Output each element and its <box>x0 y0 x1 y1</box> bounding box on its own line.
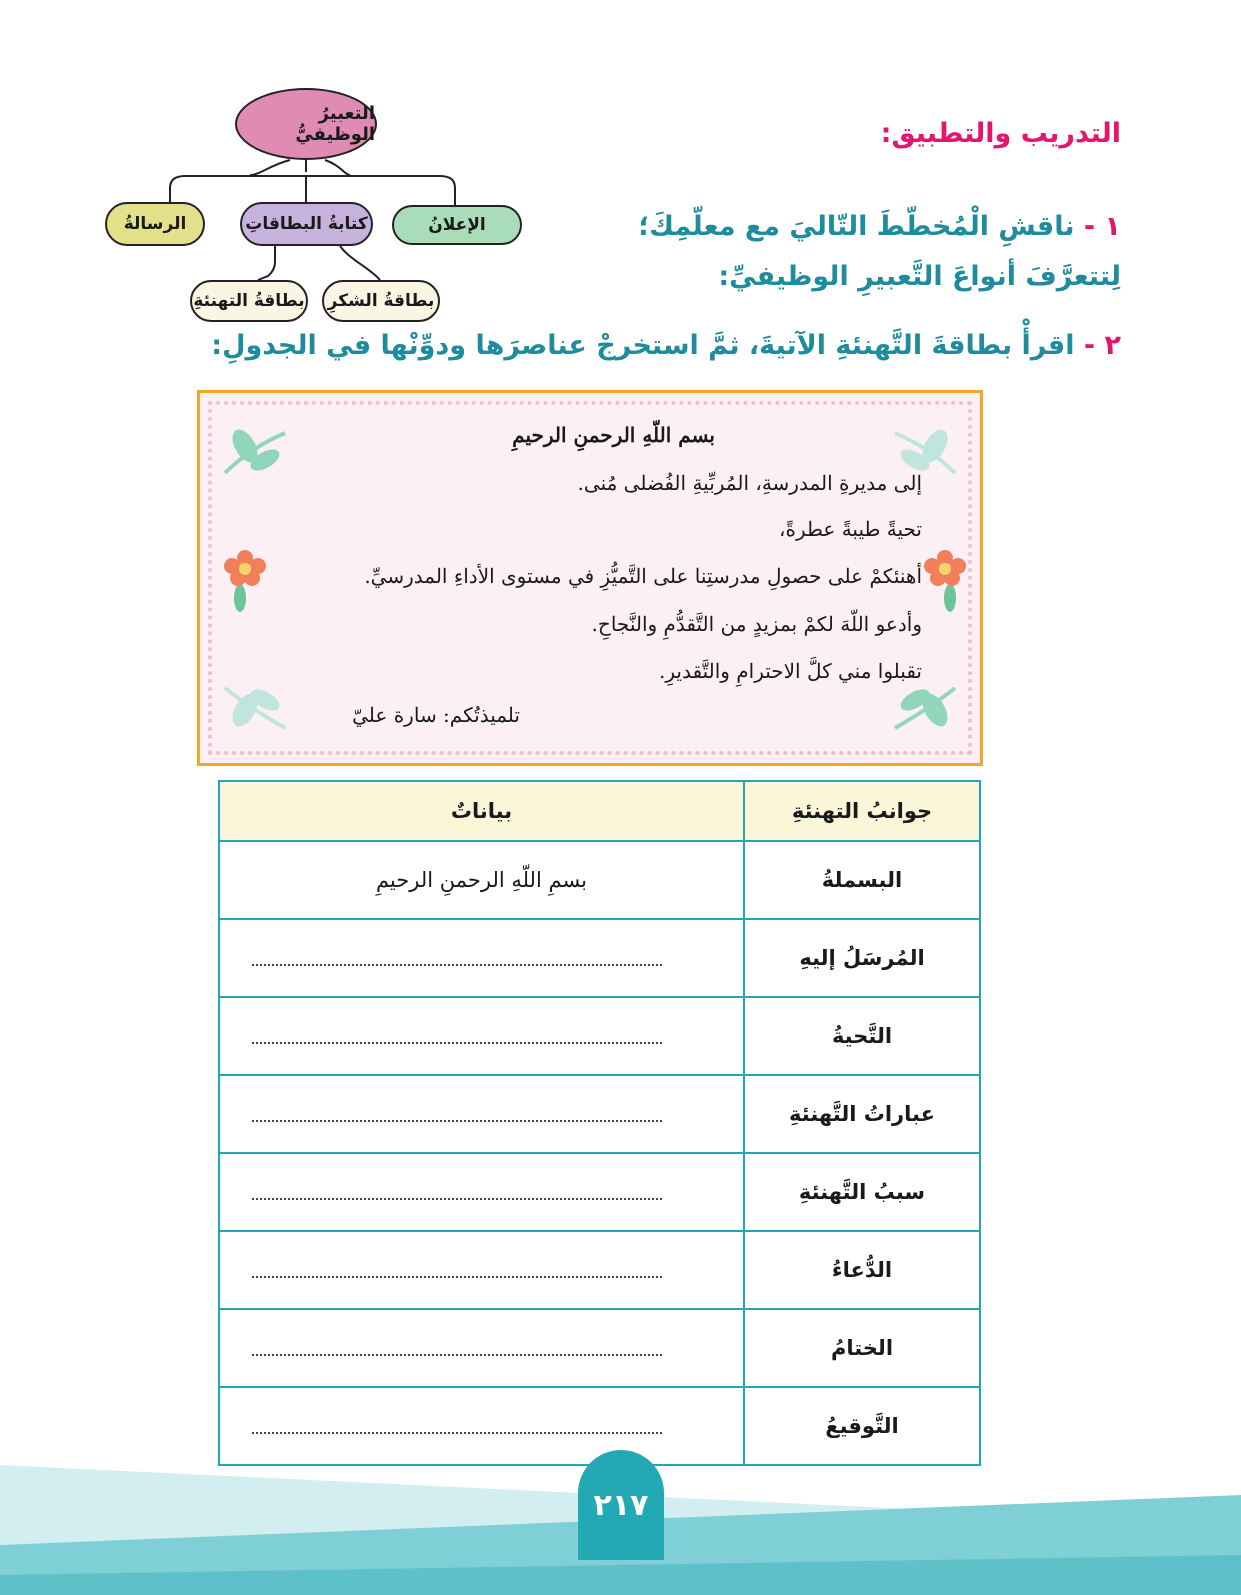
flower-left-icon <box>220 538 270 618</box>
diagram-node-thank-you-card: بطاقةُ الشكرِ <box>322 280 440 322</box>
leaf-top-left-icon <box>220 418 290 478</box>
table-row <box>219 1387 980 1465</box>
answer-blank[interactable] <box>219 997 744 1075</box>
card-recipient: إلى مديرةِ المدرسةِ، المُربِّيةِ الفُضلى مُنى. <box>577 471 922 495</box>
congratulation-card <box>197 390 983 766</box>
leaf-top-right-icon <box>890 418 960 478</box>
answer-blank[interactable] <box>219 1075 744 1153</box>
diagram-node-congratulation-card: بطاقةُ التهنئةِ <box>190 280 308 322</box>
section-title: التدريب والتطبيق: <box>880 118 1121 149</box>
answer-blank[interactable] <box>219 1387 744 1465</box>
card-prayer: وأدعو اللّهَ لكمْ بمزيدٍ من التَّقدُّمِ والنَّجاحِ. <box>591 612 922 636</box>
table-row <box>219 1231 980 1309</box>
table-row <box>219 919 980 997</box>
table-header-row <box>219 781 980 841</box>
leaf-bottom-left-icon <box>220 678 290 738</box>
diagram-node-card-writing: كتابةُ البطاقاتِ <box>240 202 373 246</box>
diagram-node-letter: الرسالةُ <box>105 202 205 246</box>
row-value: بسمِ اللّهِ الرحمنِ الرحيمِ <box>219 841 744 919</box>
card-greeting: تحيةً طيبةً عطرةً، <box>779 517 922 541</box>
leaf-bottom-right-icon <box>890 678 960 738</box>
question-1 <box>561 202 1121 302</box>
answer-blank[interactable] <box>219 1309 744 1387</box>
table-row <box>219 841 980 919</box>
row-aspect: الختامُ <box>744 1309 980 1387</box>
card-signature: تلميذتُكم: سارة عليّ <box>352 703 520 727</box>
answer-blank[interactable] <box>219 919 744 997</box>
table-row <box>219 1309 980 1387</box>
row-aspect: البسملةُ <box>744 841 980 919</box>
question-2-text: اقرأْ بطاقةَ التَّهنئةِ الآتيةَ، ثمَّ استخرجْ عناصرَها ودوِّنْها في الجدولِ: <box>211 330 1075 361</box>
functional-writing-diagram <box>100 80 560 340</box>
row-aspect: الدُّعاءُ <box>744 1231 980 1309</box>
table-row <box>219 997 980 1075</box>
table-row <box>219 1153 980 1231</box>
card-closing: تقبلوا مني كلَّ الاحترامِ والتَّقديرِ. <box>659 659 922 683</box>
diagram-root-node: التعبيرُ الوظيفيُّ <box>235 88 377 160</box>
question-1-text: ناقشِ الْمُخطّطَ التّاليَ مع معلّمِكَ؛ لِتتعرَّفَ أنواعَ التَّعبيرِ الوظيفيِّ: <box>638 211 1121 292</box>
row-aspect: التَّحيةُ <box>744 997 980 1075</box>
flower-right-icon <box>920 538 970 618</box>
header-aspects: جوانبُ التهنئةِ <box>744 781 980 841</box>
table-row <box>219 1075 980 1153</box>
row-aspect: عباراتُ التَّهنئةِ <box>744 1075 980 1153</box>
answer-blank[interactable] <box>219 1153 744 1231</box>
row-aspect: المُرسَلُ إليهِ <box>744 919 980 997</box>
header-data: بياناتٌ <box>219 781 744 841</box>
answer-blank[interactable] <box>219 1231 744 1309</box>
row-aspect: التَّوقيعُ <box>744 1387 980 1465</box>
diagram-node-advertisement: الإعلانُ <box>392 205 522 245</box>
page-number: ٢١٧ <box>578 1450 664 1560</box>
card-basmala: بسم اللّهِ الرحمنِ الرحيمِ <box>512 423 715 447</box>
card-congratulation-text: أهنئكمْ على حصولِ مدرستِنا على التَّميُّزِ في مستوى الأداءِ المدرسيِّ. <box>364 564 922 588</box>
congratulation-elements-table <box>218 780 981 1466</box>
question-1-number: ١ - <box>1083 211 1121 242</box>
row-aspect: سببُ التَّهنئةِ <box>744 1153 980 1231</box>
question-2-number: ٢ - <box>1083 330 1121 361</box>
